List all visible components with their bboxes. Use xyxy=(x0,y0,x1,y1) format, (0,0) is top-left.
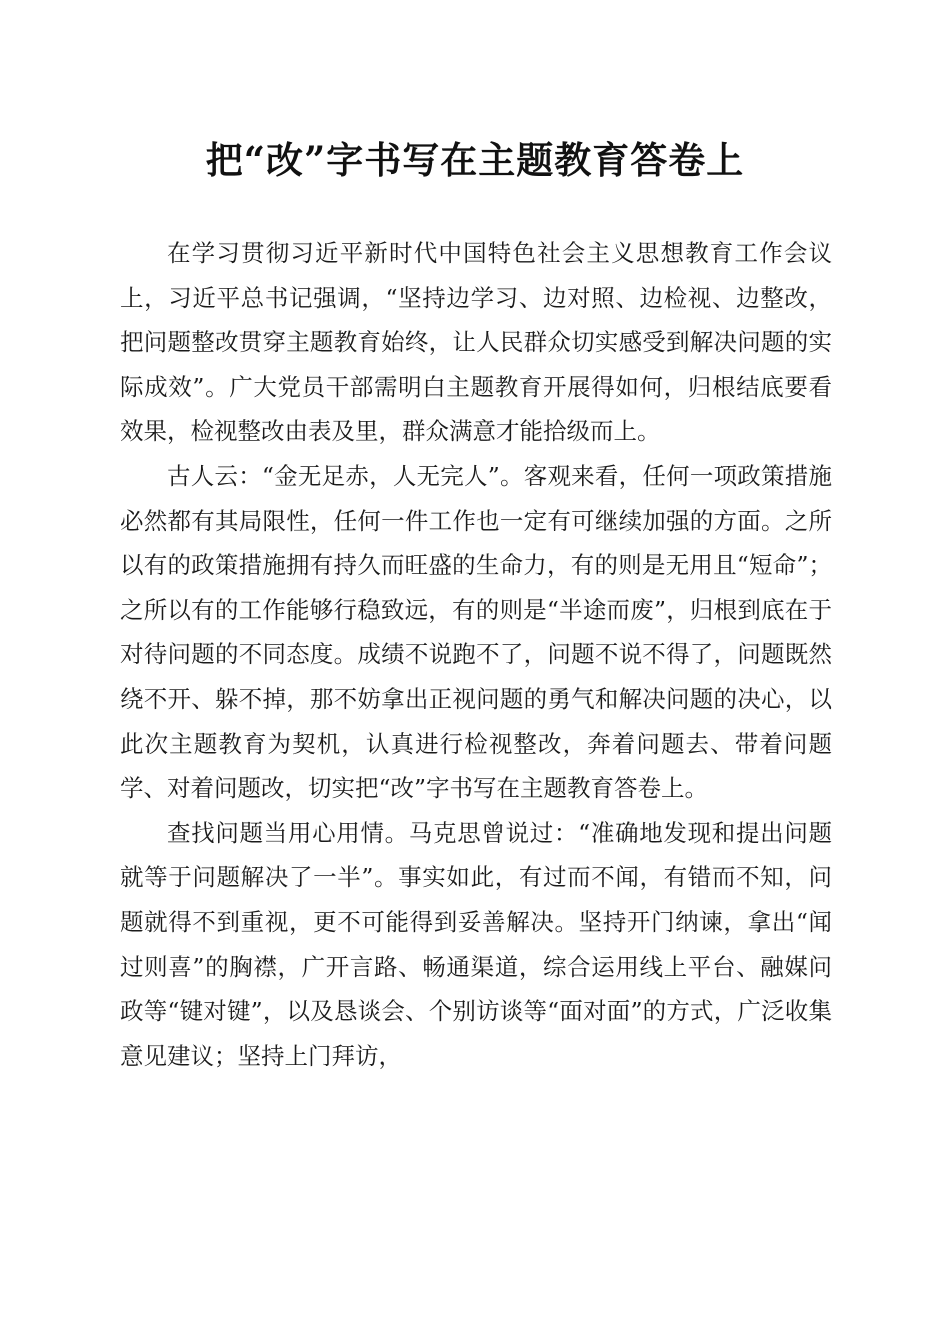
paragraph-1: 在学习贯彻习近平新时代中国特色社会主义思想教育工作会议上，习近平总书记强调，“坚持边学习、边对照、边检视、边整改，把问题整改贯穿主题教育始终，让人民群众切实感受到解决问题的实际成效”。广大党员干部需明白主题教育开展得如何，归根结底要看效果，检视整改由表及里，群众满意才能拾级而上。 xyxy=(120,239,832,446)
paragraph-3: 查找问题当用心用情。马克思曾说过：“准确地发现和提出问题就等于问题解决了一半”。事实如此，有过而不闻，有错而不知，问题就得不到重视，更不可能得到妥善解决。坚持开门纳谏，拿出“闻过则喜”的胸襟，广开言路、畅通渠道，综合运用线上平台、融媒问政等“键对键”，以及恳谈会、个别访谈等“面对面”的方式，广泛收集意见建议；坚持上门拜访， xyxy=(120,818,832,1070)
document-body xyxy=(120,231,832,1078)
paragraph-2: 古人云：“金无足赤，人无完人”。客观来看，任何一项政策措施必然都有其局限性，任何一件工作也一定有可继续加强的方面。之所以有的政策措施拥有持久而旺盛的生命力，有的则是无用且“短命”；之所以有的工作能够行稳致远，有的则是“半途而废”，归根到底在于对待问题的不同态度。成绩不说跑不了，问题不说不得了，问题既然绕不开、躲不掉，那不妨拿出正视问题的勇气和解决问题的决心，以此次主题教育为契机，认真进行检视整改，奔着问题去、带着问题学、对着问题改，切实把“改”字书写在主题教育答卷上。 xyxy=(120,461,832,803)
document-title: 把“改”字书写在主题教育答卷上 xyxy=(205,138,745,182)
